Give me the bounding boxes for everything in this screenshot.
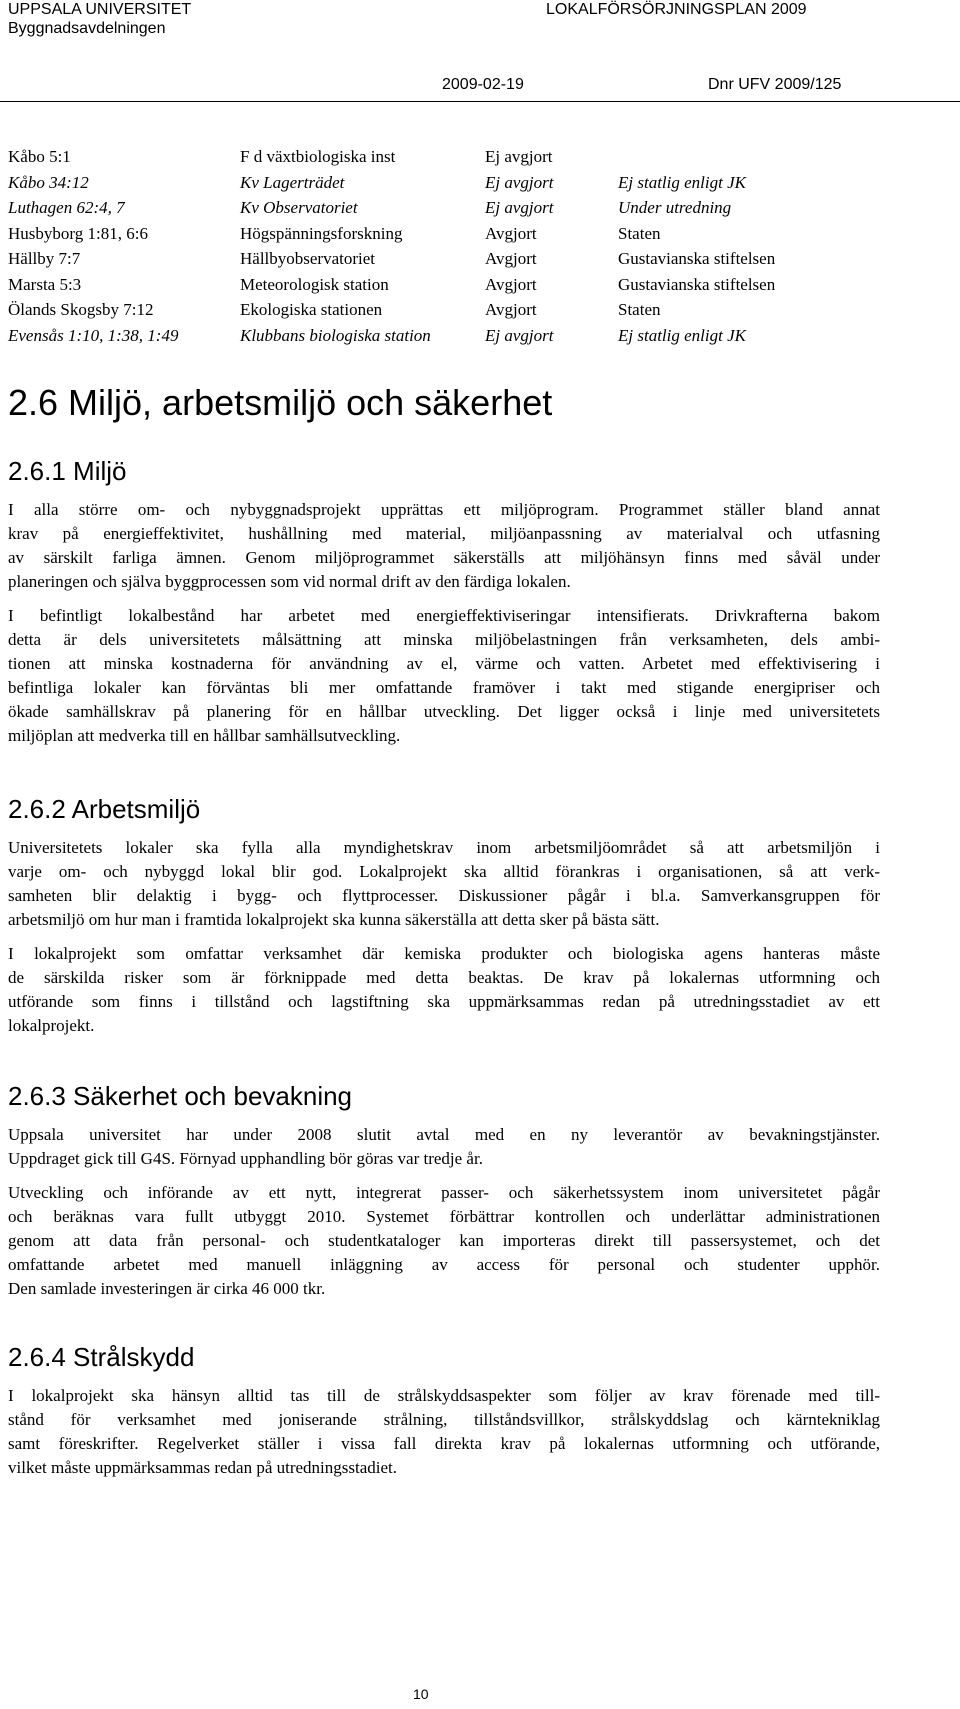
text-line: vilket måste uppmärksammas redan på utredningsstadiet. — [8, 1458, 398, 1477]
property-decision: Avgjort — [485, 249, 537, 268]
header-divider — [0, 101, 960, 102]
subsection-heading-arbetsmiljo: 2.6.2 Arbetsmiljö — [8, 794, 201, 824]
text-line: befintliga lokaler kan förväntas bli mer omfattande framöver i takt med stigande energipriser och — [8, 678, 880, 697]
property-name: Husbyborg 1:81, 6:6 — [8, 223, 148, 243]
text-line: utförande som finns i tillstånd och lagstiftning ska uppmärksammas redan på utredningsstadiet av ett — [8, 992, 880, 1011]
property-status: Ej statlig enligt JK — [618, 325, 746, 345]
text-line: krav på energieffektivitet, hushållning med material, miljöanpassning av materialval och utfasning — [8, 524, 880, 543]
text-line: planeringen och själva byggprocessen som vid normal drift av den färdiga lokalen. — [8, 572, 571, 591]
paragraph-arbetsmiljo-1 — [8, 836, 880, 932]
text-line: I befintligt lokalbestånd har arbetet med energieffektiviseringar intensifierats. Drivkrafterna bakom — [8, 606, 880, 625]
property-name: Ölands Skogsby 7:12 — [8, 300, 154, 319]
property-decision: Ej avgjort — [485, 325, 554, 345]
section-heading: 2.6 Miljö, arbetsmiljö och säkerhet — [8, 382, 553, 423]
paragraph-arbetsmiljo-2 — [8, 942, 880, 1038]
paragraph-sakerhet-1 — [8, 1123, 880, 1171]
page-number: 10 — [413, 1686, 429, 1702]
property-name: Kåbo 5:1 — [8, 147, 71, 166]
text-line: I alla större om- och nybyggnadsprojekt upprättas ett miljöprogram. Programmet ställer bland annat — [8, 500, 880, 519]
text-line: samheten blir delaktig i bygg- och flyttprocesser. Diskussioner pågår i bl.a. Samverkansgruppen för — [8, 886, 880, 905]
text-line: Uppsala universitet har under 2008 slutit avtal med en ny leverantör av bevakningstjänster. — [8, 1125, 880, 1144]
org-name: UPPSALA UNIVERSITET — [8, 1, 192, 18]
subsection-heading-miljo: 2.6.1 Miljö — [8, 456, 127, 486]
property-status: Staten — [618, 300, 661, 319]
text-line: Universitetets lokaler ska fylla alla myndighetskrav inom arbetsmiljöområdet så att arbetsmiljön i — [8, 838, 880, 857]
text-line: och beräknas vara fullt utbyggt 2010. Systemet förbättrar kontrollen och underlättar administrationen — [8, 1207, 880, 1226]
paragraph-miljo-1 — [8, 498, 880, 594]
text-line: stånd för verksamhet med joniserande strålning, tillståndsvillkor, strålskyddslag och kärntekniklag — [8, 1410, 880, 1429]
text-line: I lokalprojekt som omfattar verksamhet där kemiska produkter och biologiska agens hanteras måste — [8, 944, 880, 963]
subsection-heading-stralskydd: 2.6.4 Strålskydd — [8, 1342, 195, 1372]
property-unit: Hällbyobservatoriet — [240, 249, 376, 268]
text-line: omfattande arbetet med manuell inläggning av access för personal och studenter upphör. — [8, 1255, 880, 1274]
department-name: Byggnadsavdelningen — [8, 20, 166, 37]
property-decision: Ej avgjort — [485, 198, 554, 217]
text-line: tionen att minska kostnaderna för användning av el, värme och vatten. Arbetet med effektivisering i — [8, 654, 880, 673]
paragraph-stralskydd-1 — [8, 1384, 880, 1480]
text-line: de särskilda risker som är förknippade med detta beaktas. De krav på lokalernas utformning och — [8, 968, 880, 987]
page-header — [0, 0, 960, 110]
property-unit: Kv Observatoriet — [240, 198, 358, 217]
property-name: Kåbo 34:12 — [8, 172, 89, 192]
text-line: samt föreskrifter. Regelverket ställer i vissa fall direkta krav på lokalernas utformning och utförande, — [8, 1434, 880, 1453]
text-line: varje om- och nybyggd lokal blir god. Lokalprojekt ska alltid förankras i organisationen, så att verk- — [8, 862, 880, 881]
property-name: Luthagen 62:4, 7 — [8, 198, 125, 217]
text-line: miljöplan att medverka till en hållbar samhällsutveckling. — [8, 726, 401, 745]
property-decision: Ej avgjort — [485, 147, 553, 166]
property-status: Staten — [618, 223, 661, 243]
text-line: ökade samhällskrav på planering för en hållbar utveckling. Det ligger också i linje med universitetets — [8, 702, 880, 721]
text-line: Uppdraget gick till G4S. Förnyad upphandling bör göras var tredje år. — [8, 1149, 483, 1168]
property-status: Gustavianska stiftelsen — [618, 274, 776, 294]
property-unit: Ekologiska stationen — [240, 300, 383, 319]
text-line: I lokalprojekt ska hänsyn alltid tas till de strålskyddsaspekter som följer av krav förenade med till- — [8, 1386, 880, 1405]
text-line: Den samlade investeringen är cirka 46 000 tkr. — [8, 1279, 326, 1298]
property-unit: Klubbans biologiska station — [240, 325, 431, 345]
text-line: detta är dels universitetets målsättning att minska miljöbelastningen från verksamheten, dels ambi- — [8, 630, 880, 649]
document-dnr: Dnr UFV 2009/125 — [708, 76, 842, 93]
property-name: Evensås 1:10, 1:38, 1:49 — [8, 325, 179, 345]
property-status: Gustavianska stiftelsen — [618, 249, 776, 268]
property-unit: Kv Lagerträdet — [240, 172, 345, 192]
property-status: Under utredning — [618, 198, 732, 217]
paragraph-sakerhet-2 — [8, 1181, 880, 1301]
property-decision: Avgjort — [485, 300, 537, 319]
subsection-heading-sakerhet: 2.6.3 Säkerhet och bevakning — [8, 1081, 353, 1111]
property-name: Marsta 5:3 — [8, 274, 82, 294]
property-decision: Avgjort — [485, 274, 537, 294]
property-decision: Ej avgjort — [485, 172, 554, 192]
paragraph-miljo-2 — [8, 604, 880, 748]
property-name: Hällby 7:7 — [8, 249, 81, 268]
text-line: genom att data från personal- och studentkataloger kan importeras direkt till passersystemet, och det — [8, 1231, 880, 1250]
property-unit: Meteorologisk station — [240, 274, 389, 294]
text-line: arbetsmiljö om hur man i framtida lokalprojekt ska kunna säkerställa att detta sker på bästa sätt. — [8, 910, 660, 929]
document-date: 2009-02-19 — [442, 76, 524, 93]
text-line: Utveckling och införande av ett nytt, integrerat passer- och säkerhetssystem inom universitetet pågår — [8, 1183, 880, 1202]
text-line: av särskilt farliga ämnen. Genom miljöprogrammet säkerställs att miljöhänsyn finns med såväl under — [8, 548, 880, 567]
property-status: Ej statlig enligt JK — [618, 172, 746, 192]
property-decision: Avgjort — [485, 223, 537, 243]
property-unit: Högspänningsforskning — [240, 223, 403, 243]
document-title: LOKALFÖRSÖRJNINGSPLAN 2009 — [546, 1, 807, 18]
property-unit: F d växtbiologiska inst — [240, 147, 396, 166]
text-line: lokalprojekt. — [8, 1016, 95, 1035]
